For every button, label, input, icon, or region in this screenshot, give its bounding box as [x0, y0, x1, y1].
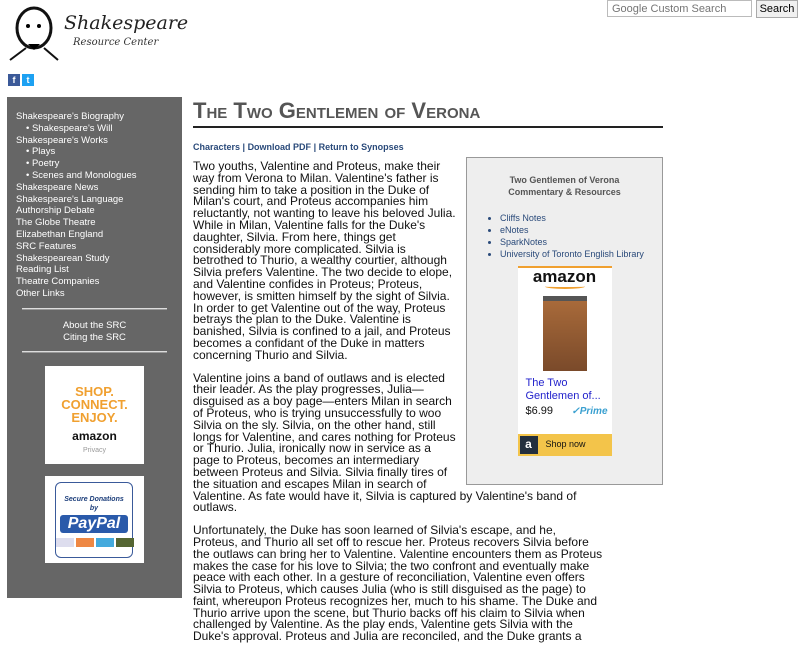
resources-box	[466, 157, 663, 485]
sidebar-item[interactable]: Theatre Companies	[16, 276, 100, 288]
sidebar-nav	[7, 97, 182, 300]
discover-icon	[116, 538, 134, 547]
paypal-donate-button[interactable]	[45, 476, 144, 563]
resources-subtitle: Commentary & Resources	[508, 187, 621, 197]
shop-now-label: Shop now	[545, 439, 586, 450]
sidebar-item[interactable]: Shakespearean Study	[16, 252, 110, 264]
divider	[22, 308, 167, 310]
logo-title: Shakespeare	[64, 12, 189, 34]
mastercard-icon	[76, 538, 94, 547]
credit-card-icons	[56, 538, 134, 547]
synopsis-paragraph: Valentine joins a band of outlaws and is elected their leader. As the play progresses, Julia—disguised as a boy page—enters Milan in search of Proteus, who is trying unsuccessfully to woo Silvia on the sly. Silvia, on the other hand, still longs for Valentine, and cares nothing for Proteus or Thurio. Julia, ironically now in service as a page to Proteus, becomes an intermediary between Proteus and Silvia. Silvia finally tires of the situation and escapes Milan in search of Valentine. As fate would have it, Silvia is captured by Valentine's band of outlaws.	[193, 370, 577, 515]
main-content	[193, 97, 663, 654]
sidebar-item[interactable]: • Plays	[26, 146, 56, 158]
twitter-icon[interactable]: t	[22, 74, 34, 86]
ad-line: ENJOY.	[71, 410, 118, 425]
separator: |	[240, 142, 248, 152]
sidebar-item[interactable]: Shakespeare's Works	[16, 134, 108, 146]
social-links	[8, 74, 34, 86]
toronto-library-link[interactable]: University of Toronto English Library	[500, 249, 644, 259]
paypal-text: by	[89, 505, 99, 512]
sidebar-item[interactable]: Reading List	[16, 264, 69, 276]
search-form	[607, 0, 798, 18]
divider	[22, 351, 167, 353]
characters-link[interactable]: Characters	[193, 142, 241, 152]
privacy-link[interactable]: Privacy	[83, 447, 106, 454]
cliffs-notes-link[interactable]: Cliffs Notes	[500, 213, 546, 223]
sidebar-item[interactable]: • Scenes and Monologues	[26, 169, 137, 181]
sidebar-item[interactable]: Authorship Debate	[16, 205, 95, 217]
amazon-logo: amazon	[72, 429, 117, 443]
return-to-synopses-link[interactable]: Return to Synopses	[318, 142, 404, 152]
logo-subtitle: Resource Center	[73, 37, 159, 48]
amazon-ad[interactable]	[45, 366, 144, 464]
download-pdf-link[interactable]: Download PDF	[247, 142, 312, 152]
paypal-text: Secure Donations	[64, 496, 124, 503]
page-links	[193, 142, 663, 152]
sidebar-item[interactable]: SRC Features	[16, 240, 77, 252]
synopsis-paragraph: Unfortunately, the Duke has soon learned of Silvia's escape, and he, Proteus, and Thurio all set off to rescue her. Proteus recovers Silvia before the outlaws can bring her to Valentine. Valentine encounters them as Proteus makes the case for his love to Silvia; the two confront and eventually make peace with each other. In a gesture of reconciliation, Valentine even offers Silvia to Proteus, which causes Julia (who is still disguised as the page) to faint, whereupon Proteus recognizes her, much to his shame. The Duke and Thurio arrive upon the scene, but Thurio backs off his claim to Silvia when challenged by Valentine. As the play ends, Valentine gets Silvia with the Duke's approval. Proteus and Julia are reconciled, and the Duke grants a	[193, 523, 603, 644]
product-price: $6.99	[525, 405, 554, 417]
prime-badge: ✓Prime	[571, 406, 608, 417]
sidebar-item[interactable]: • Poetry	[26, 158, 60, 170]
sidebar-item[interactable]: • Shakespeare's Will	[26, 122, 113, 134]
enotes-link[interactable]: eNotes	[500, 225, 529, 235]
search-input[interactable]	[607, 0, 752, 17]
page-title: The Two Gentlemen of Verona	[193, 97, 663, 128]
book-cover-image[interactable]	[543, 296, 587, 371]
amazon-product-ad[interactable]	[518, 266, 612, 456]
sidebar	[7, 97, 182, 598]
facebook-icon[interactable]: f	[8, 74, 20, 86]
shop-now-button[interactable]	[518, 434, 612, 456]
shakespeare-portrait-icon	[6, 4, 62, 62]
amex-icon	[96, 538, 114, 547]
visa-icon	[56, 538, 74, 547]
synopsis-paragraph: Two youths, Valentine and Proteus, make their way from Verona to Milan. Valentine's father is sending him to take a position in the Duke of Milan's court, and Proteus accompanies him reluctantly, not wanting to leave his beloved Julia. While in Milan, Valentine falls for the Duke's daughter, Silvia. From here, things get considerably more complicated. Silvia is betrothed to Thurio, a wealthy courtier, although Silvia prefers Valentine. The two decide to elope, and Valentine confides in Proteus; Proteus, however, is smitten himself by the sight of Silvia. In order to get Valentine out of the way, Proteus betrays the plan to the Duke. Valentine is banished, Silvia is confined to a jail, and Proteus becomes a confidant of the Duke in matters concerning Thurio and Silvia.	[193, 159, 456, 362]
sidebar-item[interactable]: The Globe Theatre	[16, 217, 96, 229]
search-button[interactable]: Search	[756, 0, 798, 18]
citing-link[interactable]: Citing the SRC	[63, 331, 126, 343]
sidebar-item[interactable]: Elizabethan England	[16, 228, 104, 240]
sparknotes-link[interactable]: SparkNotes	[500, 237, 548, 247]
resources-title: Two Gentlemen of Verona	[509, 175, 620, 185]
separator: |	[311, 142, 319, 152]
ad-line: SHOP.	[75, 384, 114, 399]
sidebar-item[interactable]: Shakespeare's Language	[16, 193, 124, 205]
sidebar-item[interactable]: Other Links	[16, 287, 65, 299]
site-logo[interactable]	[6, 4, 189, 62]
amazon-a-icon: a	[520, 436, 538, 454]
product-title[interactable]: The Two Gentlemen of...	[525, 377, 601, 402]
paypal-logo: PayPal	[60, 515, 128, 533]
ad-line: CONNECT.	[61, 397, 128, 412]
sidebar-item[interactable]: Shakespeare News	[16, 181, 99, 193]
amazon-logo: amazon	[532, 267, 597, 286]
sidebar-item[interactable]: Shakespeare's Biography	[16, 111, 124, 122]
about-link[interactable]: About the SRC	[62, 319, 127, 331]
